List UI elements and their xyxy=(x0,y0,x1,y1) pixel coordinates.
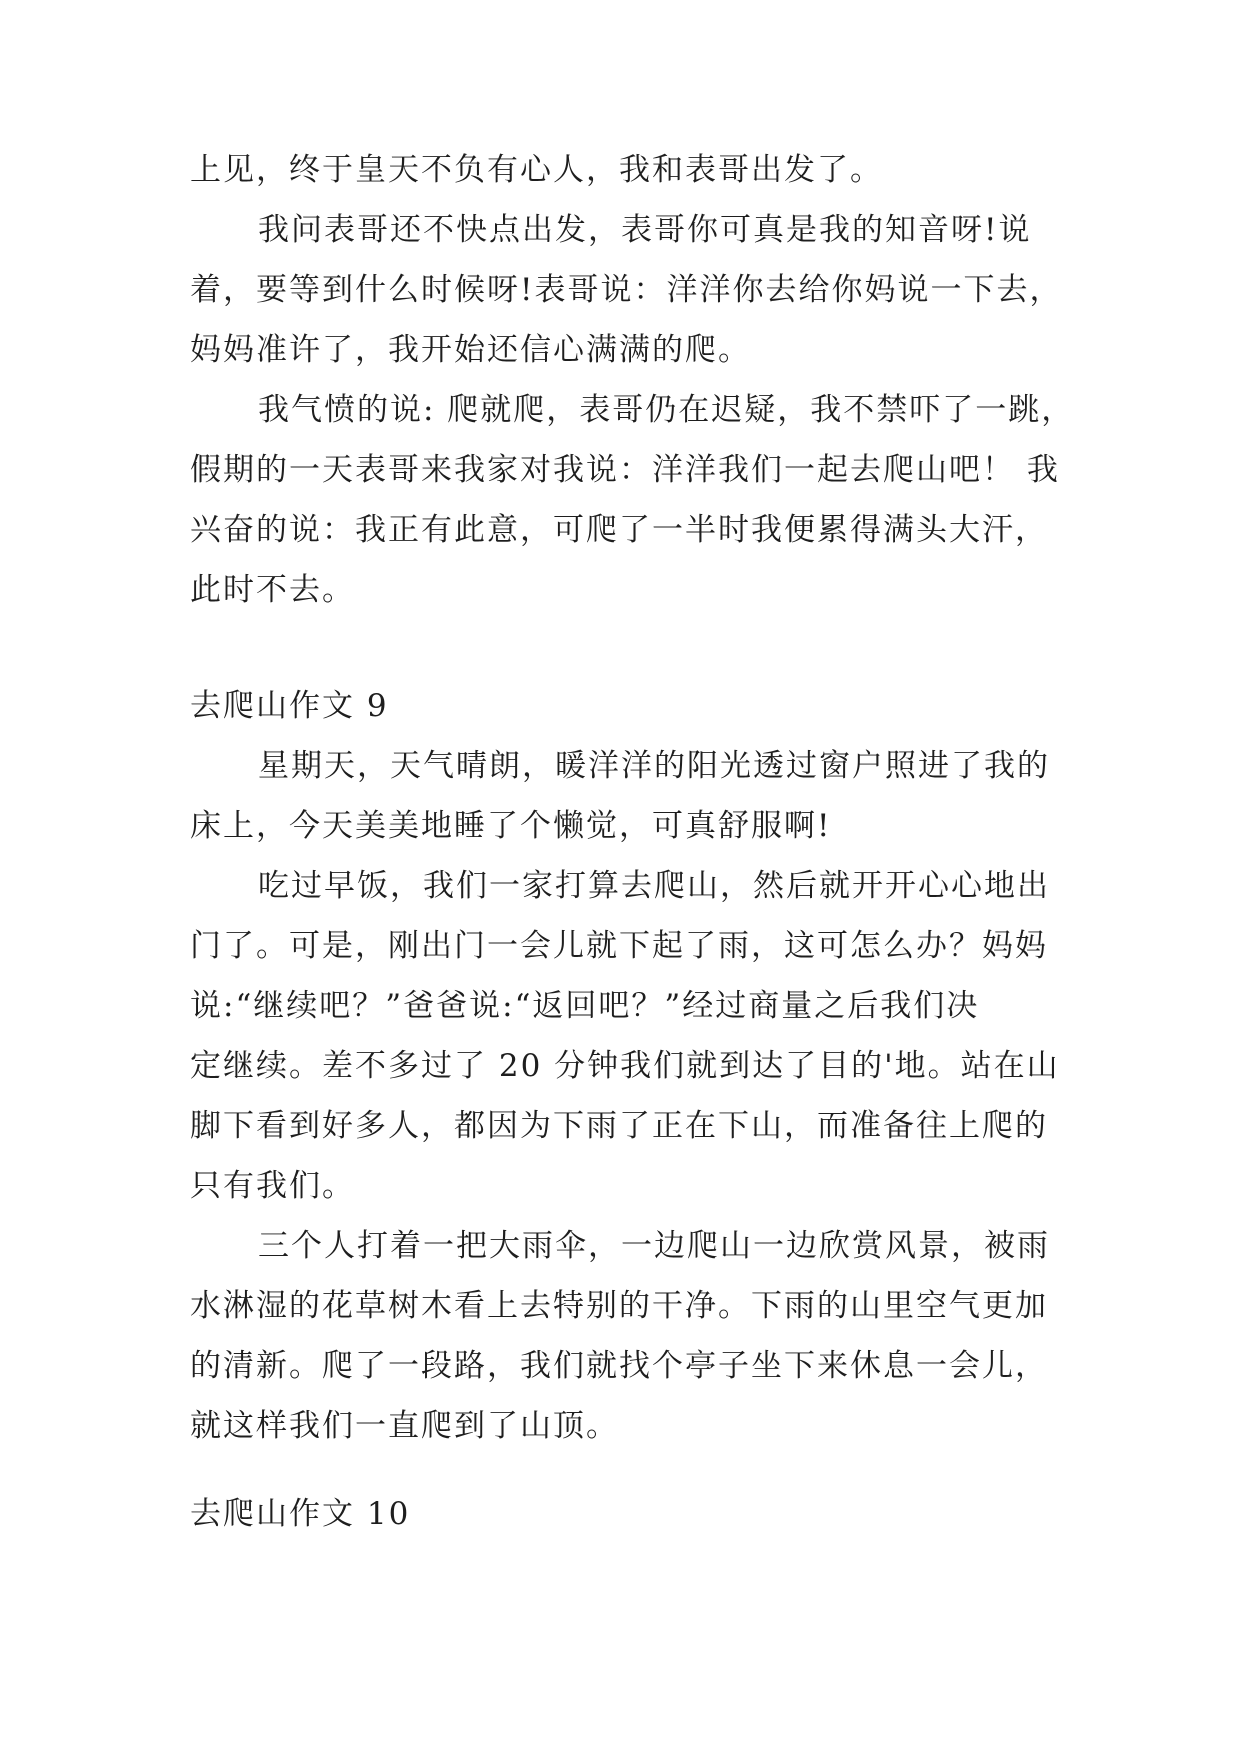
paragraph-line: 定继续。差不多过了 20 分钟我们就到达了目的'地。站在山 xyxy=(190,1048,1060,1084)
paragraph-line: 妈妈准许了，我开始还信心满满的爬。 xyxy=(190,332,751,368)
paragraph-line: 门了。可是，刚出门一会儿就下起了雨，这可怎么办？妈妈 xyxy=(190,928,1048,964)
paragraph-line: 只有我们。 xyxy=(190,1168,355,1204)
essay-8-ending xyxy=(190,140,1075,620)
section-heading-9: 去爬山作文 9 xyxy=(190,688,389,724)
paragraph-line: 兴奋的说：我正有此意，可爬了一半时我便累得满头大汗， xyxy=(190,512,1048,548)
paragraph-line: 星期天，天气晴朗，暖洋洋的阳光透过窗户照进了我的 xyxy=(258,748,1050,784)
paragraph-line: 脚下看到好多人，都因为下雨了正在下山，而准备往上爬的 xyxy=(190,1108,1048,1144)
paragraph-line: 着，要等到什么时候呀!表哥说：洋洋你去给你妈说一下去， xyxy=(190,272,1063,308)
paragraph-line: 三个人打着一把大雨伞，一边爬山一边欣赏风景，被雨 xyxy=(258,1228,1050,1264)
paragraph-line: 上见，终于皇天不负有心人，我和表哥出发了。 xyxy=(190,152,883,188)
paragraph-line: 说:“继续吧？”爸爸说:“返回吧？”经过商量之后我们决 xyxy=(190,988,980,1024)
paragraph-line: 水淋湿的花草树木看上去特别的干净。下雨的山里空气更加 xyxy=(190,1288,1048,1324)
paragraph-line: 床上，今天美美地睡了个懒觉，可真舒服啊! xyxy=(190,808,832,844)
paragraph-line: 吃过早饭，我们一家打算去爬山，然后就开开心心地出 xyxy=(258,868,1050,904)
paragraph-line: 我气愤的说: 爬就爬，表哥仍在迟疑，我不禁吓了一跳， xyxy=(258,392,1075,428)
paragraph-line: 的清新。爬了一段路，我们就找个亭子坐下来休息一会儿， xyxy=(190,1348,1048,1384)
paragraph-line: 此时不去。 xyxy=(190,572,355,608)
section-heading-10: 去爬山作文 10 xyxy=(190,1496,411,1532)
essay-9-body xyxy=(190,736,1060,1456)
paragraph-line: 我问表哥还不快点出发，表哥你可真是我的知音呀!说 xyxy=(258,212,1032,248)
paragraph-line: 就这样我们一直爬到了山顶。 xyxy=(190,1408,619,1444)
paragraph-line: 假期的一天表哥来我家对我说：洋洋我们一起去爬山吧！ 我 xyxy=(190,452,1060,488)
